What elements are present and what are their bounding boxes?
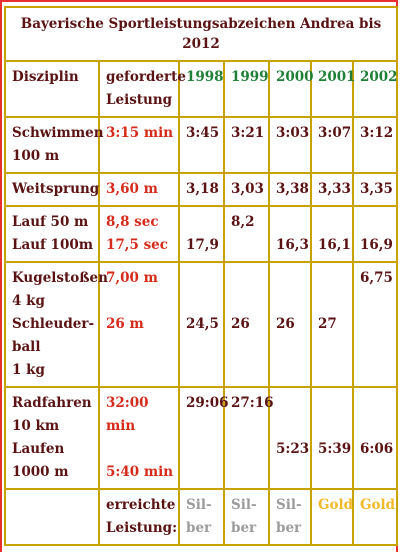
- title-row: [5, 7, 397, 61]
- discipline-cell-line: ball: [12, 339, 41, 355]
- summary-row: [5, 489, 397, 545]
- result-cell-line: 27: [318, 316, 337, 332]
- result-cell: [269, 387, 311, 489]
- result-cell-line: [318, 211, 348, 234]
- medal-cell: [269, 489, 311, 545]
- result-cell-line: 8,2: [231, 214, 255, 230]
- discipline-cell-line: 10 km: [12, 418, 60, 434]
- summary-label-line: Leistung:: [106, 520, 178, 536]
- result-cell: [224, 262, 269, 387]
- header-required-line: Leistung: [106, 92, 173, 108]
- row-sprint: [5, 206, 397, 262]
- required-cell: [99, 206, 179, 262]
- result-cell: [224, 206, 269, 262]
- required-cell-line: 5:40 min: [106, 464, 174, 480]
- discipline-cell-line: Lauf 50 m: [12, 214, 89, 230]
- result-cell-line: 16,1: [318, 237, 351, 253]
- result-cell-line: [276, 415, 306, 438]
- medal-cell-line: Gold: [318, 497, 354, 513]
- result-cell: [311, 262, 353, 387]
- result-cell-line: 29:06: [186, 395, 229, 411]
- result-cell-line: [318, 392, 348, 415]
- table-title: Bayerische Sportleistungsabzeichen Andrea bis 2012: [5, 7, 397, 61]
- discipline-cell-line: Schwimmen: [12, 125, 104, 141]
- result-cell-line: 3,35: [360, 181, 393, 197]
- result-cell-line: [318, 267, 348, 290]
- discipline-cell-line: Radfahren: [12, 395, 92, 411]
- result-cell: [179, 206, 224, 262]
- required-cell-line: 26 m: [106, 316, 144, 332]
- discipline-cell: [5, 173, 99, 206]
- result-cell-line: 3:12: [360, 125, 394, 141]
- result-cell-line: [360, 211, 392, 234]
- required-cell-line: 32:00 min: [106, 395, 149, 434]
- result-cell: [353, 262, 397, 387]
- medal-cell: [224, 489, 269, 545]
- discipline-cell-line: Schleuder-: [12, 316, 95, 332]
- required-cell: [99, 117, 179, 173]
- required-cell: [99, 173, 179, 206]
- result-cell: [224, 173, 269, 206]
- result-cell-line: 16,3: [276, 237, 309, 253]
- result-cell: [179, 117, 224, 173]
- result-cell: [311, 173, 353, 206]
- discipline-cell-line: Laufen: [12, 441, 65, 457]
- medal-cell-line: ber: [186, 520, 212, 536]
- result-cell-line: 27:16: [231, 395, 274, 411]
- result-cell-line: 24,5: [186, 316, 219, 332]
- result-cell: [311, 387, 353, 489]
- medal-cell-line: Sil-: [276, 497, 302, 513]
- medal-cell-line: Gold: [360, 497, 396, 513]
- medal-cell-line: ber: [231, 520, 257, 536]
- discipline-cell-line: 100 m: [12, 148, 60, 164]
- result-cell-line: [276, 392, 306, 415]
- medal-cell: [311, 489, 353, 545]
- result-cell: [179, 262, 224, 387]
- medal-cell-line: Sil-: [231, 497, 257, 513]
- row-cycling-running: [5, 387, 397, 489]
- result-cell: [353, 117, 397, 173]
- summary-label: [99, 489, 179, 545]
- result-cell-line: [231, 290, 264, 313]
- result-cell: [224, 387, 274, 489]
- result-cell: [353, 173, 397, 206]
- discipline-cell-line: Lauf 100m: [12, 237, 94, 253]
- result-cell-line: [276, 267, 306, 290]
- result-cell-line: 3:21: [231, 125, 265, 141]
- header-required-line: geforderte: [106, 69, 186, 85]
- discipline-cell-line: 1 kg: [12, 362, 45, 378]
- header-year: 2002: [353, 61, 397, 117]
- discipline-cell-line: Weitsprung: [12, 181, 100, 197]
- result-cell-line: 3,18: [186, 181, 219, 197]
- header-year: 1998: [179, 61, 224, 117]
- result-cell: [269, 262, 311, 387]
- header-row: [5, 61, 397, 117]
- sport-badge-table: [4, 6, 398, 546]
- result-cell-line: 17,9: [186, 237, 219, 253]
- required-cell: [99, 262, 179, 387]
- result-cell-line: [360, 415, 392, 438]
- result-cell-line: [318, 415, 348, 438]
- result-cell-line: [186, 290, 219, 313]
- result-cell-line: 3,33: [318, 181, 351, 197]
- medal-cell: [353, 489, 397, 545]
- required-cell-line: 3,60 m: [106, 181, 158, 197]
- result-cell-line: [231, 267, 264, 290]
- result-cell-line: 6,75: [360, 270, 393, 286]
- summary-empty-cell: [5, 489, 99, 545]
- result-cell-line: 16,9: [360, 237, 393, 253]
- discipline-cell-line: Kugelstoßen: [12, 270, 108, 286]
- result-cell-line: 3,38: [276, 181, 309, 197]
- result-cell-line: [276, 211, 306, 234]
- result-cell-line: [186, 267, 219, 290]
- result-cell-line: 5:39: [318, 441, 352, 457]
- result-cell: [353, 387, 397, 489]
- header-year: 2001: [311, 61, 353, 117]
- header-year: 1999: [224, 61, 269, 117]
- header-required: [99, 61, 186, 117]
- result-cell: [311, 117, 353, 173]
- required-cell-line: 17,5 sec: [106, 237, 168, 253]
- result-cell-line: 3:45: [186, 125, 220, 141]
- result-cell: [269, 173, 311, 206]
- row-throwing: [5, 262, 397, 387]
- header-discipline: Disziplin: [5, 61, 99, 117]
- required-cell: [99, 387, 179, 489]
- result-cell: [269, 206, 311, 262]
- discipline-cell: [5, 206, 99, 262]
- result-cell-line: 6:06: [360, 441, 394, 457]
- discipline-cell: [5, 117, 104, 173]
- result-cell-line: [360, 392, 392, 415]
- required-cell-line: [106, 290, 174, 313]
- result-cell: [269, 117, 311, 173]
- discipline-cell: [5, 262, 108, 387]
- result-cell: [311, 206, 353, 262]
- header-year: 2000: [269, 61, 311, 117]
- result-cell-line: [231, 234, 264, 257]
- row-swimming: [5, 117, 397, 173]
- result-cell-line: [276, 290, 306, 313]
- result-cell-line: 5:23: [276, 441, 310, 457]
- result-cell-line: 26: [231, 316, 250, 332]
- result-cell: [353, 206, 397, 262]
- result-cell-line: 26: [276, 316, 295, 332]
- result-cell: [224, 117, 269, 173]
- required-cell-line: [106, 438, 174, 461]
- result-cell-line: 3,03: [231, 181, 264, 197]
- required-cell-line: 3:15 min: [106, 125, 174, 141]
- summary-label-line: erreichte: [106, 497, 176, 513]
- result-cell-line: [186, 211, 219, 234]
- required-cell-line: 8,8 sec: [106, 214, 159, 230]
- result-cell-line: 3:07: [318, 125, 352, 141]
- medal-cell-line: Sil-: [186, 497, 212, 513]
- medal-cell-line: ber: [276, 520, 302, 536]
- result-cell: [179, 387, 229, 489]
- medal-cell: [179, 489, 224, 545]
- discipline-cell-line: 1000 m: [12, 464, 69, 480]
- result-cell-line: 3:03: [276, 125, 310, 141]
- result-cell: [179, 173, 224, 206]
- row-long-jump: [5, 173, 397, 206]
- required-cell-line: 7,00 m: [106, 270, 158, 286]
- discipline-cell-line: 4 kg: [12, 293, 45, 309]
- discipline-cell: [5, 387, 99, 489]
- result-cell-line: [318, 290, 348, 313]
